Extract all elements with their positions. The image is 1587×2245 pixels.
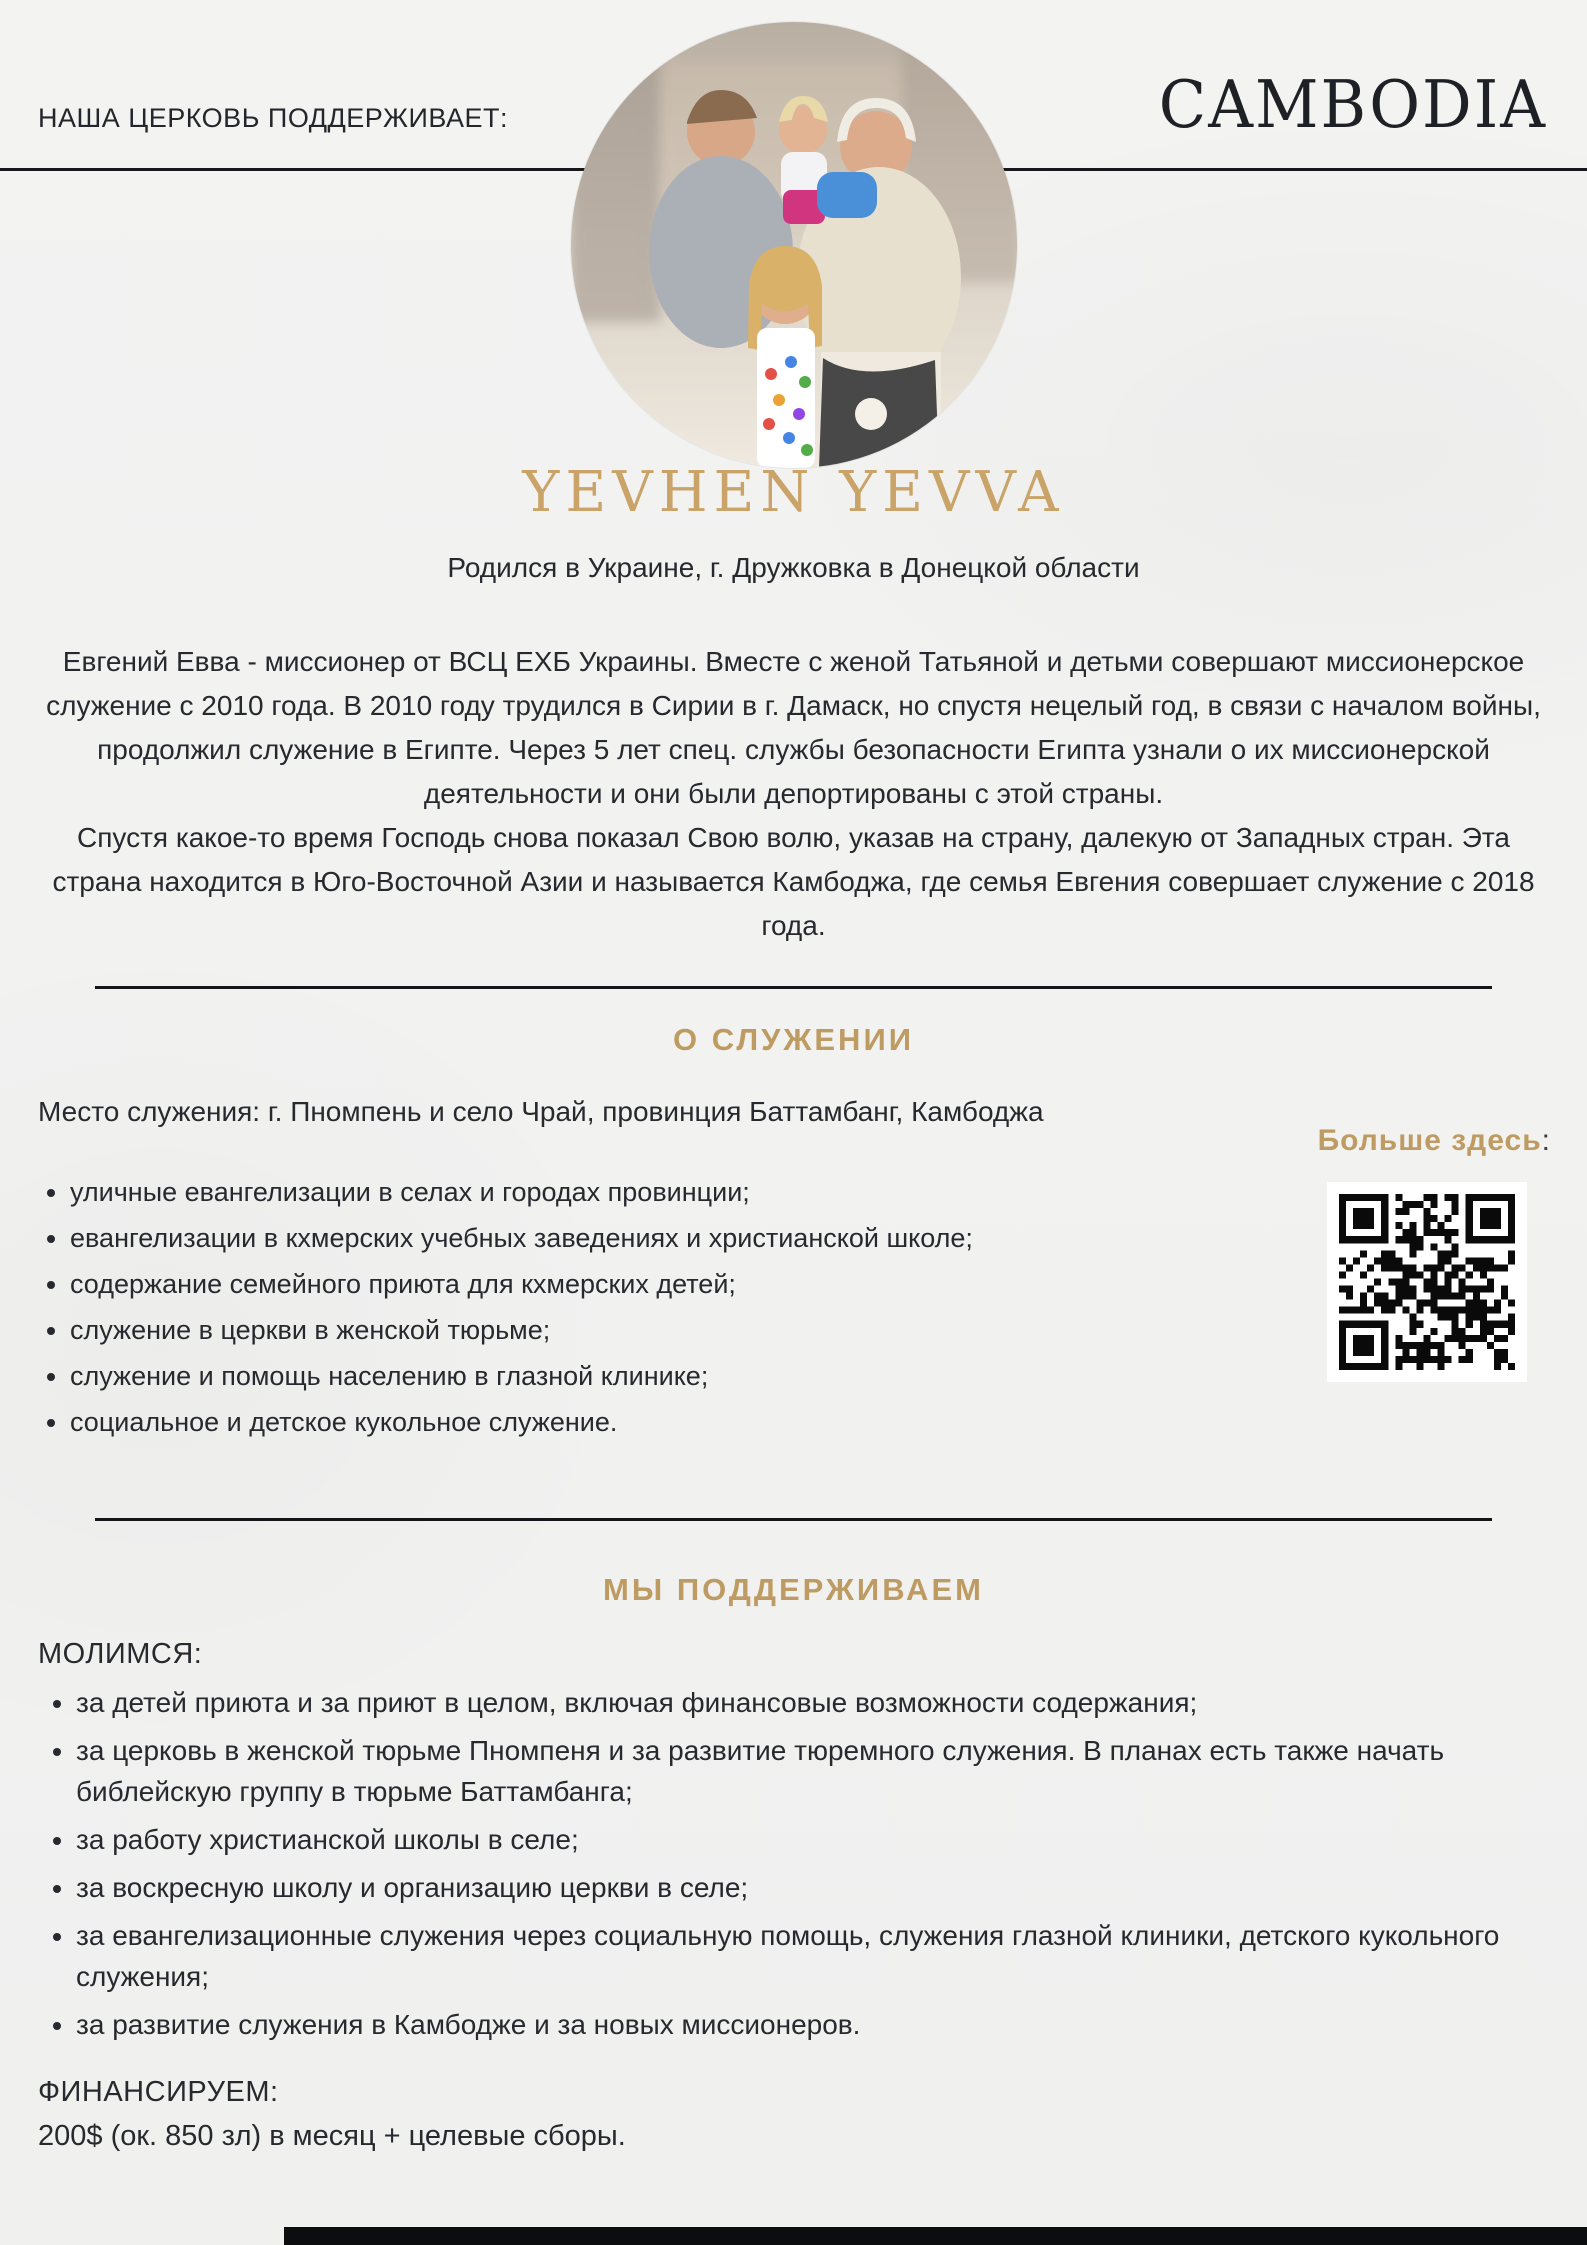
ministry-item: • содержание семейного приюта для кхмерских детей;: [70, 1268, 1247, 1300]
pray-item: • за работу христианской школы в селе;: [76, 1819, 1537, 1860]
pray-label: МОЛИМСЯ:: [38, 1638, 203, 1670]
bio-paragraph: Евгений Евва - миссионер от ВСЦ ЕХБ Украины. Вместе с женой Татьяной и детьми совершают миссионерское служение с 2010 года. В 2010 году трудился в Сирии в г. Дамаск, но спустя нецелый год, в связи с началом войны, продолжил служение в Египте. Через 5 лет спец. службы безопасности Египта узнали о их миссионерской деятельности и они были депортированы с этой страны.: [46, 646, 1541, 809]
bio-paragraph: Спустя какое-то время Господь снова показал Свою волю, указав на страну, далекую от Западных стран. Эта страна находится в Юго-Восточной Азии и называется Камбоджа, где семья Евгения совершает служение с 2018 года.: [52, 822, 1535, 941]
ministry-list: [40, 1176, 1247, 1452]
qr-code: [1327, 1182, 1527, 1382]
pray-item: • за детей приюта и за приют в целом, включая финансовые возможности содержания;: [76, 1682, 1537, 1723]
ministry-item: • служение и помощь населению в глазной клинике;: [70, 1360, 1247, 1392]
qr-label: Больше здесь:: [1317, 1124, 1551, 1157]
ministry-item: • уличные евангелизации в селах и городах провинции;: [70, 1176, 1247, 1208]
ministry-section-title: О СЛУЖЕНИИ: [672, 1022, 915, 1057]
country-title: CAMBODIA: [1158, 66, 1547, 143]
qr-code-pattern: [1339, 1194, 1515, 1370]
header-support-label: НАША ЦЕРКОВЬ ПОДДЕРЖИВАЕТ:: [38, 103, 508, 133]
ministry-item: • социальное и детское кукольное служение.: [70, 1406, 1247, 1438]
pray-item: • за церковь в женской тюрьме Пномпеня и за развитие тюремного служения. В планах есть также начать библейскую группу в тюрьме Баттамбанга;: [76, 1730, 1537, 1812]
section-divider-support: [95, 1518, 1492, 1521]
ministry-item: • служение в церкви в женской тюрьме;: [70, 1314, 1247, 1346]
family-photo: [571, 22, 1017, 468]
qr-label-colon: :: [1541, 1124, 1551, 1157]
pray-item: • за евангелизационные служения через социальную помощь, служения глазной клиники, детского кукольного служения;: [76, 1915, 1537, 1997]
bottom-bar: [284, 2227, 1587, 2245]
pray-item: • за воскресную школу и организацию церкви в селе;: [76, 1867, 1537, 1908]
family-photo-illustration: [571, 22, 1017, 468]
fund-label: ФИНАНСИРУЕМ:: [38, 2076, 279, 2108]
pray-list: [44, 1682, 1537, 2052]
birth-line: Родился в Украине, г. Дружковка в Донецкой области: [447, 552, 1140, 583]
bio-text: [40, 640, 1547, 948]
fund-amount: 200$ (ок. 850 зл) в месяц + целевые сборы.: [38, 2120, 626, 2152]
support-section-title: МЫ ПОДДЕРЖИВАЕМ: [603, 1572, 984, 1607]
pray-item: • за развитие служения в Камбодже и за новых миссионеров.: [76, 2004, 1537, 2045]
ministry-location: Место служения: г. Пномпень и село Чрай, провинция Баттамбанг, Камбоджа: [38, 1096, 1044, 1127]
section-divider-ministry: [95, 986, 1492, 989]
missionary-name: YEVHEN YEVVA: [522, 460, 1065, 525]
ministry-item: • евангелизации в кхмерских учебных заведениях и христианской школе;: [70, 1222, 1247, 1254]
